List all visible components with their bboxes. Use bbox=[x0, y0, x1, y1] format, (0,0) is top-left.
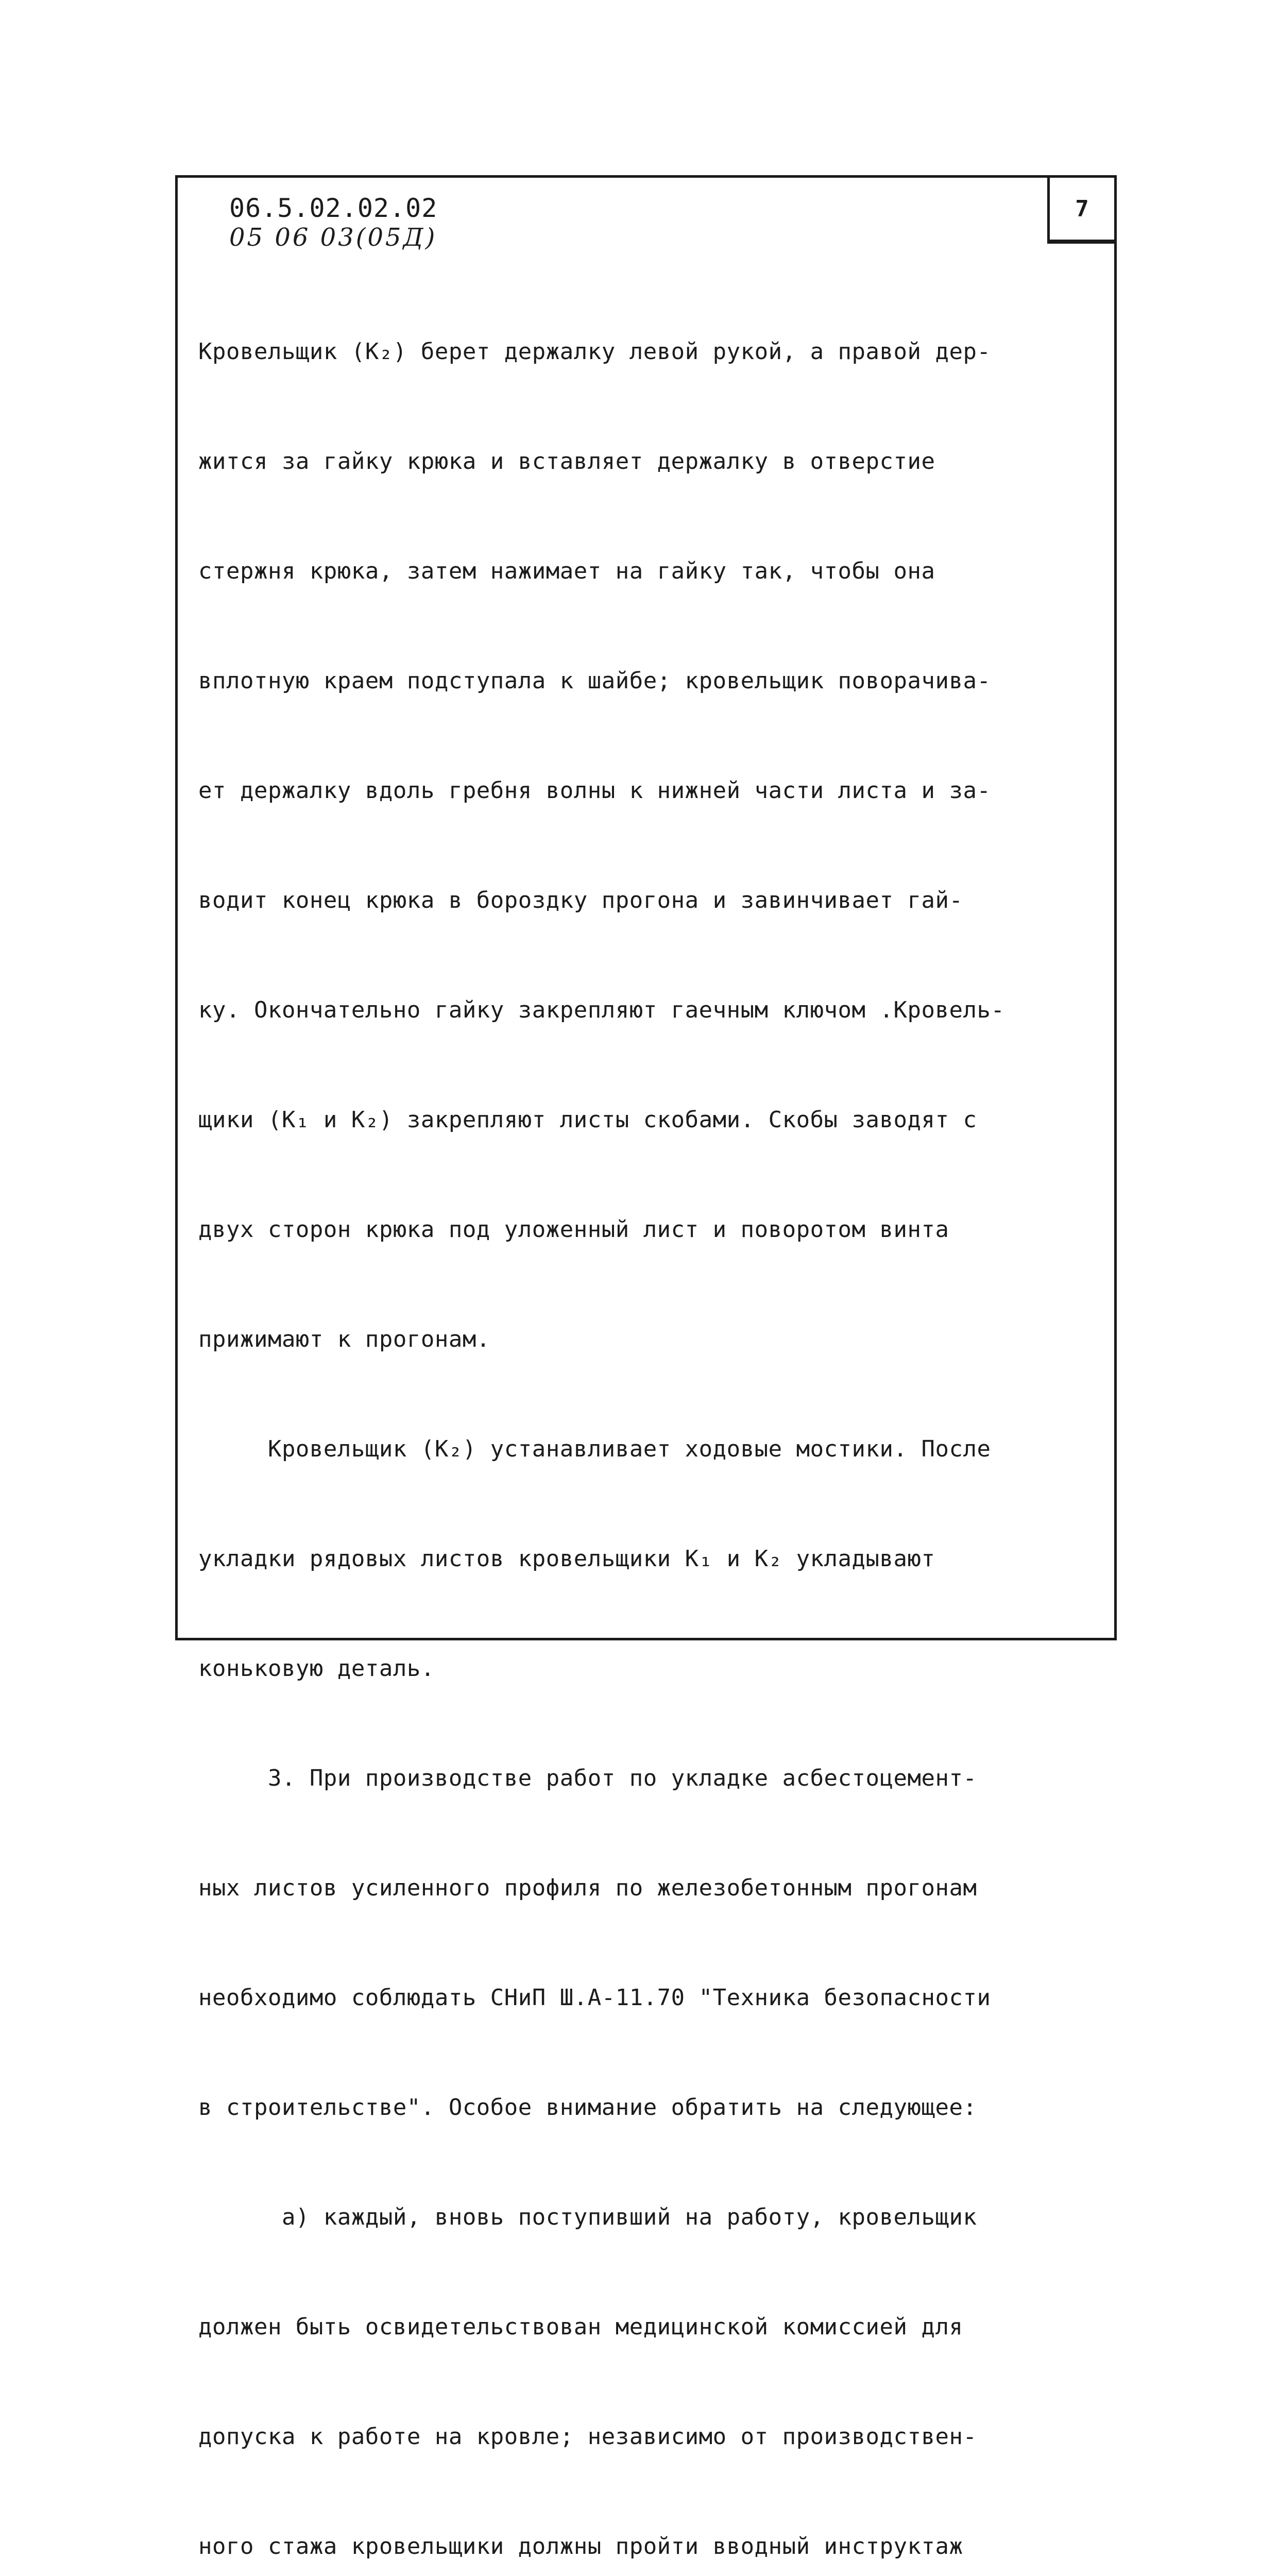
text-line: укладки рядовых листов кровельщики К₁ и К₂ укладывают bbox=[198, 1546, 935, 1572]
text-line: водит конец крюка в бороздку прогона и завинчивает гай- bbox=[198, 887, 963, 913]
text-line: прижимают к прогонам. bbox=[198, 1326, 490, 1352]
page-number: 7 bbox=[1075, 195, 1089, 222]
text-line: должен быть освидетельствован медицинской комиссией для bbox=[198, 2314, 963, 2340]
text-line: ного стажа кровельщики должны пройти вводный инструктаж bbox=[198, 2533, 963, 2560]
page-number-box bbox=[1047, 178, 1114, 244]
text-line: ных листов усиленного профиля по железобетонным прогонам bbox=[198, 1875, 977, 1901]
text-line: щики (К₁ и К₂) закрепляют листы скобами. Скобы заводят с bbox=[198, 1107, 977, 1133]
text-line: допуска к работе на кровле; независимо от производствен- bbox=[198, 2424, 977, 2450]
text-line: стержня крюка, затем нажимает на гайку так, чтобы она bbox=[198, 558, 935, 584]
text-line: 3. При производстве работ по укладке асбестоцемент- bbox=[198, 1765, 977, 1791]
text-line: ет держалку вдоль гребня волны к нижней части листа и за- bbox=[198, 777, 991, 804]
text-line: вплотную краем подступала к шайбе; кровельщик поворачива- bbox=[198, 668, 991, 694]
text-line: необходимо соблюдать СНиП Ш.А-11.70 "Техника безопасности bbox=[198, 1985, 991, 2011]
text-line: Кровельщик (К₂) устанавливает ходовые мостики. После bbox=[198, 1436, 991, 1462]
text-line: Кровельщик (К₂) берет держалку левой рукой, а правой дер- bbox=[198, 338, 991, 365]
body-text bbox=[198, 260, 1105, 2576]
text-line: жится за гайку крюка и вставляет держалку в отверстие bbox=[198, 448, 935, 474]
text-line: коньковую деталь. bbox=[198, 1655, 435, 1682]
handwritten-code: 05 06 03(05Д) bbox=[229, 223, 437, 252]
document-frame bbox=[175, 175, 1117, 2560]
text-line: ку. Окончательно гайку закрепляют гаечным ключом .Кровель- bbox=[198, 997, 1005, 1023]
document-code: 06.5.02.02.02 bbox=[229, 193, 438, 223]
text-line: а) каждый, вновь поступивший на работу, кровельщик bbox=[198, 2204, 977, 2230]
text-line: двух сторон крюка под уложенный лист и поворотом винта bbox=[198, 1216, 949, 1243]
text-line: в строительстве". Особое внимание обратить на следующее: bbox=[198, 2094, 977, 2121]
